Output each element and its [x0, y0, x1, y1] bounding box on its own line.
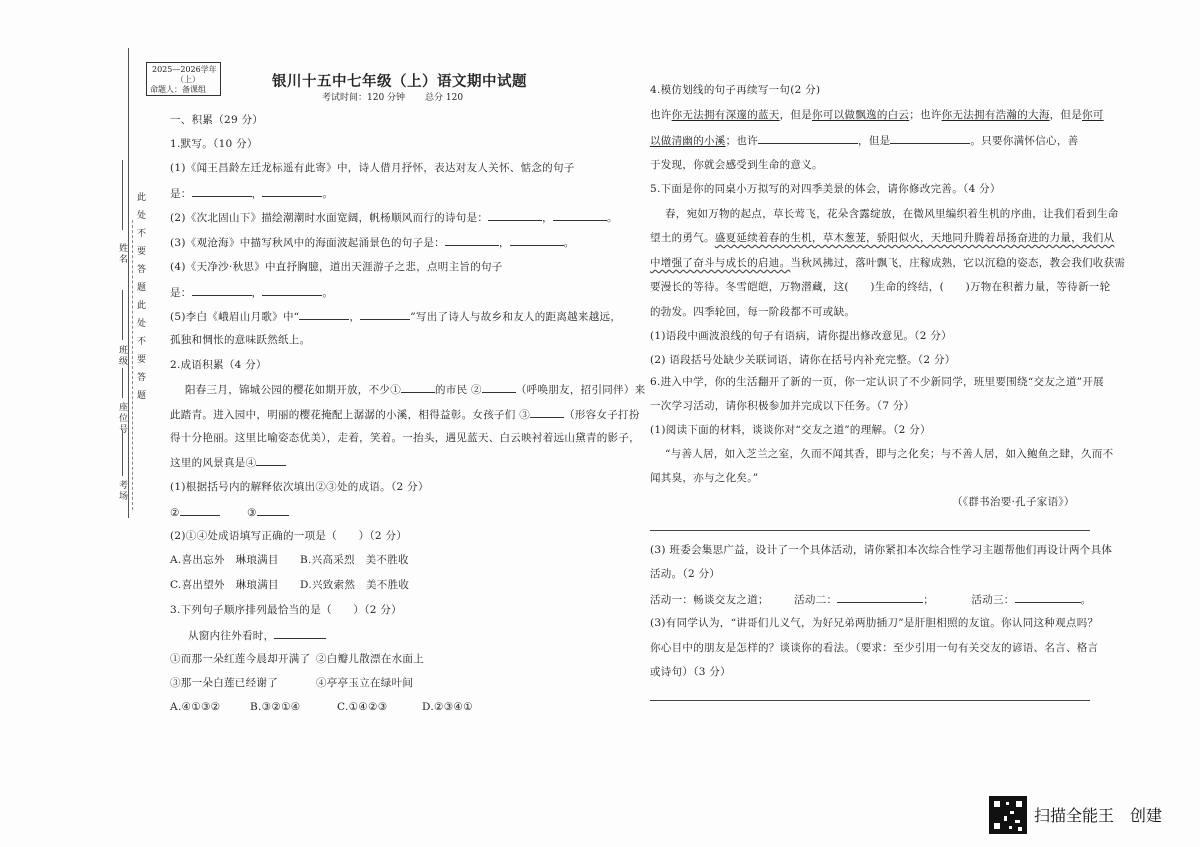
activity-3-label: 活动三：: [971, 594, 1015, 606]
answer-blank[interactable]: [257, 505, 289, 516]
binding-line: [128, 48, 129, 518]
section-accumulation: 一、积累（29 分）: [170, 114, 264, 126]
answer-blank[interactable]: [256, 455, 286, 466]
q1-1-line2: 是： ， 。: [170, 188, 334, 200]
answer-blank[interactable]: [262, 186, 322, 197]
scanner-watermark: 扫描全能王 创建: [1034, 806, 1163, 825]
q4-u4: 你可: [1082, 109, 1104, 121]
q4-u1: 你无法拥有深邃的蓝天: [671, 109, 780, 121]
q2-1-blanks: [170, 505, 289, 520]
q6-quote-2: 闻其臭，亦与之化矣。”: [650, 472, 759, 484]
answer-blank[interactable]: [299, 309, 349, 320]
q1-3: (3)《观沧海》中描写秋风中的海面波起涌景色的句子是： ， 。: [170, 237, 575, 249]
q3-lead: [188, 628, 326, 643]
binding-line-2: [132, 220, 133, 510]
answer-blank[interactable]: [274, 628, 326, 639]
seat-line: [122, 368, 123, 398]
answer-blank[interactable]: [488, 210, 542, 221]
passage-line2: [170, 407, 640, 422]
answer-blank[interactable]: [1015, 592, 1081, 603]
question-1: 1.默写。（10 分）: [170, 138, 258, 150]
q5-wavy-1: 盛夏延续着春的生机，草木葱茏，骄阳似火，天地同升腾着昂扬奋进的力量，我们从: [714, 232, 1115, 244]
q3-lead-text: 从窗内往外看时，: [188, 630, 275, 642]
q4-u3: 你无法拥有浩瀚的大海: [941, 109, 1050, 121]
q1-4-line1: (4)《天净沙·秋思》中直抒胸臆，道出天涯游子之悲，点明主旨的句子: [170, 261, 503, 273]
q1-5-line2: 孤独和惆怅的意味跃然纸上。: [170, 334, 311, 346]
answer-blank[interactable]: [401, 382, 435, 393]
q4-t1: 也许: [650, 109, 672, 121]
qr-code-icon: [989, 796, 1027, 834]
q4-line3: 于发现，你就会感受到生命的意义。: [650, 159, 823, 171]
q4-t7: 。只要你满怀信心，善: [970, 135, 1079, 147]
q4-u5: 以做清幽的小溪: [650, 135, 726, 147]
q1-2: (2)《次北固山下》描绘潮潮时水面宽阔，帆杨顺风而行的诗句是： ， 。: [170, 212, 618, 224]
question-3: 3.下列句子顺序排列最恰当的是（ ）（2 分）: [170, 604, 402, 616]
option-c: C.喜出望外 琳琅满目: [170, 579, 279, 591]
q5-passage-1: 春，宛如万物的起点，草长莺飞，花朵含露绽放，在微风里编织着生机的序曲，让我们看到生命: [665, 208, 1119, 220]
q5-p2a: 望土的勇气。: [650, 232, 715, 244]
blank-2-label: ②: [170, 507, 180, 519]
name-line: [122, 160, 123, 230]
seat-label: 座位号: [117, 402, 127, 435]
passage-1b: 的市民 ②: [435, 384, 482, 396]
activity-1: 活动一：畅谈交友之道；: [650, 594, 769, 606]
activity-row: 活动一：畅谈交友之道； 活动二： ； 活动三： 。: [650, 594, 1092, 606]
q6-sub-4-line1: (3)有同学认为，“讲哥们儿义气，为好兄弟两肋插刀”是肝胆相照的友谊。你认同这种观点吗？: [650, 617, 1099, 629]
page-title: 银川十五中七年级（上）语文期中试题: [272, 73, 527, 90]
q1-1-line1: (1)《闻王昌龄左迁龙标遥有此寄》中，诗人借月抒怀，表达对友人关怀、惦念的句子: [170, 162, 575, 174]
passage-4: 这里的风景真是④: [170, 457, 257, 469]
no-answer-notice: 此处不要答题此处不要答题: [135, 192, 145, 408]
class-label: 班级: [117, 345, 127, 367]
q6-sub-3-line1: (3) 班委会集思广益，设计了一个具体活动，请你紧扣本次综合性学习主题帮他们再设计两个具体: [650, 544, 1113, 556]
passage-1a: 阳春三月，锦城公园的樱花如期开放，不少①: [185, 384, 401, 396]
q3-option-a: A.④①③②: [170, 701, 221, 713]
passage-line1: [185, 382, 645, 397]
q5-passage-5: 的勃发。四季轮回，每一阶段都不可或缺。: [650, 306, 856, 318]
q5-wavy-2: 中增强了奋斗与成长的启迪。: [650, 257, 791, 269]
q5-p3b: 当秋风拂过，落叶飘飞，庄稼成熟，它以沉稳的姿态，教会我们收获需: [790, 257, 1126, 269]
q4-u2: 你可以做飘逸的白云: [812, 109, 910, 121]
passage-2a: 此踏青。进入园中，明丽的樱花掩配上潺潺的小溪，相得益彰。女孩子们 ③: [170, 409, 531, 421]
passage-line4: [170, 455, 286, 470]
q6-intro-2: 一次学习活动，请你积极参加并完成以下任务。（7 分）: [650, 400, 915, 412]
room-line: [122, 430, 123, 476]
q3-option-c: C.①④②③: [337, 701, 388, 713]
question-2: 2.成语积累（4 分）: [170, 359, 267, 371]
q2-2: (2)①④处成语填写正确的一项是（ ）（2 分）: [170, 530, 408, 542]
q1-1-prefix: 是：: [170, 188, 192, 200]
name-label: 姓名: [117, 243, 127, 265]
q4-t6: ，但是: [858, 135, 891, 147]
answer-blank[interactable]: [192, 186, 252, 197]
exam-room-label: 考场: [117, 480, 127, 502]
q3-option-b: B.③②①④: [250, 701, 301, 713]
answer-blank[interactable]: [180, 505, 220, 516]
question-5: 5.下面是你的同桌小万拟写的对四季美景的体会，请你修改完善。（4 分）: [650, 183, 1001, 195]
q4-t2: ，但是: [779, 109, 813, 121]
header-box: [146, 62, 221, 96]
q5-passage-4: 要漫长的等待。冬雪皑皑，万物潜藏，这( )生命的终结，( )万物在积蓄力量，等待新一轮: [650, 281, 1111, 293]
answer-blank[interactable]: [530, 407, 564, 418]
activity-2-label: 活动二：: [794, 594, 838, 606]
total-score: 总分 120: [425, 93, 464, 103]
q3-option-d: D.②③④①: [422, 701, 473, 713]
author: 命题人：备课组: [150, 85, 206, 94]
q4-t4: ，但是: [1049, 109, 1083, 121]
term: （上）: [176, 75, 200, 84]
answer-blank[interactable]: [192, 285, 252, 296]
blank-3-label: ③: [247, 507, 257, 519]
q3-sentence-4: ④亭亭玉立在绿叶间: [316, 677, 414, 689]
answer-blank[interactable]: [890, 133, 970, 144]
q6-quote-1: “与善人居，如入芝兰之室，久而不闻其香，即与之化矣；与不善人居，如入鲍鱼之肆，久而不: [665, 448, 1114, 460]
q6-sub-1: (1)阅读下面的材料，谈谈你对“交友之道”的理解。（2 分）: [650, 424, 931, 436]
option-b: B.兴高采烈 美不胜收: [300, 554, 409, 566]
q3-sentence-1: ①而那一朵红莲今晨却开满了: [170, 653, 311, 665]
q4-t3: ；也许: [909, 109, 942, 121]
q1-3-text: (3)《观沧海》中描写秋风中的海面波起涌景色的句子是：: [170, 237, 445, 249]
q1-5-line1: (5)李白《峨眉山月歌》中“ ， ”写出了诗人与故乡和友人的距离越来越远，: [170, 311, 622, 323]
passage-2b: （形容女子打扮: [564, 409, 640, 421]
q6-intro-1: 6.进入中学，你的生活翻开了新的一页，你一定认识了不少新同学，班里要围绕“交友之道”开展: [650, 376, 1104, 388]
answer-blank[interactable]: [360, 309, 410, 320]
q6-sub-4-line3: 或诗句）（3 分）: [650, 666, 731, 678]
q5-sub-2: (2) 语段括号处缺少关联词语，请你在括号内补充完整。（2 分）: [650, 354, 956, 366]
answer-blank[interactable]: [510, 235, 564, 246]
q1-4-line2: 是： ， 。: [170, 287, 334, 299]
class-line: [122, 290, 123, 340]
q6-sub-4-line2: 你心目中的朋友是怎样的？谈谈你的看法。（要求：至少引用一句有关交友的谚语、名言、格言: [650, 642, 1099, 654]
passage-line3: 得十分艳丽。这里比喻姿态优美），走着，笑着。一抬头，遇见蓝天、白云映衬着远山黛青的影子，: [170, 432, 640, 444]
option-a: A.喜出忘外 琳琅满目: [170, 554, 279, 566]
q1-4-prefix: 是：: [170, 287, 192, 299]
q1-2-text: (2)《次北固山下》描绘潮潮时水面宽阔，帆杨顺风而行的诗句是：: [170, 212, 489, 224]
q4-line1: [650, 108, 1104, 122]
q3-sentence-3: ③那一朵白莲已经谢了: [170, 677, 278, 689]
answer-blank[interactable]: [445, 235, 499, 246]
q4-t5: ；也许: [725, 135, 759, 147]
answer-blank[interactable]: [553, 210, 607, 221]
q6-sub-3-line2: 活动。（2 分）: [650, 568, 721, 580]
exam-time: 考试时间：120 分钟: [322, 93, 406, 103]
answer-blank[interactable]: [837, 592, 923, 603]
passage-1c: （呼唤朋友，招引同伴）来: [515, 384, 646, 396]
q4-line2: [650, 133, 1078, 148]
answer-line[interactable]: [650, 530, 1090, 531]
q5-passage-3: [650, 256, 1125, 270]
q5-passage-2: [650, 231, 1114, 245]
q1-5-text-a: (5)李白《峨眉山月歌》中“: [170, 311, 300, 323]
answer-line[interactable]: [650, 700, 1090, 701]
school-year: 2025—2026学年: [152, 65, 217, 74]
answer-blank[interactable]: [482, 382, 516, 393]
q3-sentence-2: ②白瓣儿散漂在水面上: [316, 653, 424, 665]
q2-1: (1)根据括号内的解释依次填出②③处的成语。（2 分）: [170, 481, 429, 493]
answer-blank[interactable]: [758, 133, 858, 144]
q5-sub-1: (1)语段中画波浪线的句子有语病，请你提出修改意见。（2 分）: [650, 330, 952, 342]
q1-5-text-b: ”写出了诗人与故乡和友人的距离越来越远，: [410, 311, 622, 323]
q6-source: （《群书治要·孔子家语》）: [952, 496, 1075, 508]
answer-blank[interactable]: [262, 285, 322, 296]
question-4: 4.模仿划线的句子再续写一句(2 分): [650, 84, 821, 96]
option-d: D.兴致索然 美不胜收: [300, 579, 410, 591]
